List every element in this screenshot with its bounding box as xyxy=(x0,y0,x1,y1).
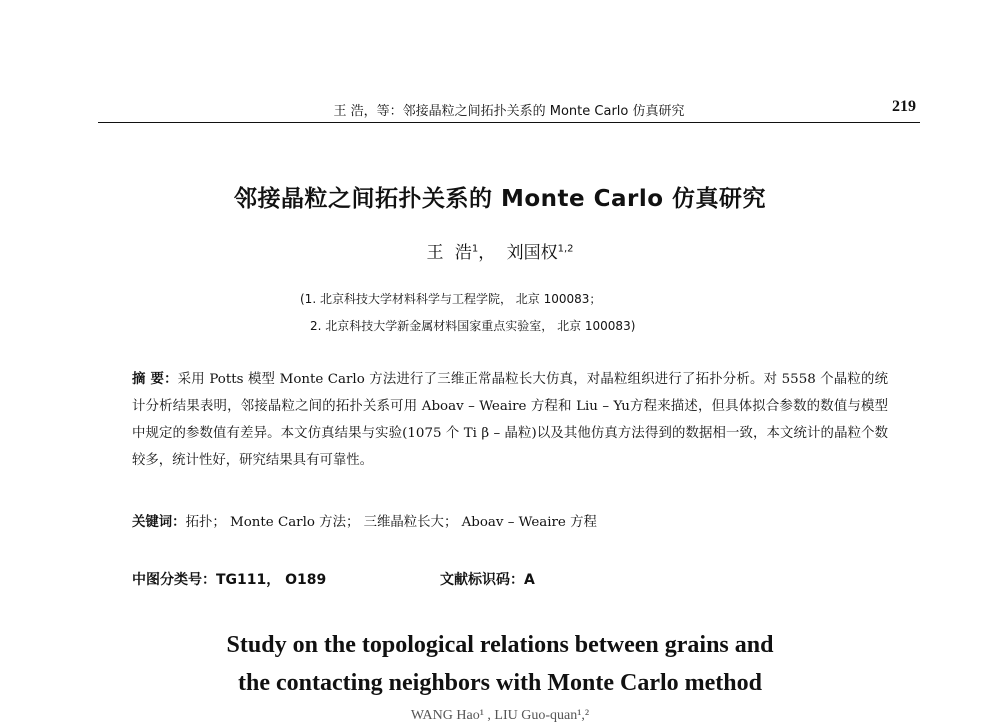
author-name: 刘国权 xyxy=(506,243,558,263)
affiliation-2: 2. 北京科技大学新金属材料国家重点实验室， 北京 100083) xyxy=(310,319,636,333)
author-separator: ， xyxy=(478,243,496,263)
author-affiliation-mark: 1 xyxy=(471,243,479,255)
running-header xyxy=(98,96,920,123)
classification-number xyxy=(132,569,326,589)
abstract xyxy=(132,366,888,474)
english-title-line-2: the contacting neighbors with Monte Carlo method xyxy=(238,670,762,696)
document-code-value: A xyxy=(524,572,535,588)
author-affiliation-mark: 1,2 xyxy=(557,243,574,255)
abstract-label: 摘 要： xyxy=(132,372,178,387)
affiliation-1: (1. 北京科技大学材料科学与工程学院， 北京 100083； xyxy=(300,292,602,306)
running-title: 王 浩，等：邻接晶粒之间拓扑关系的 Monte Carlo 仿真研究 xyxy=(333,104,685,119)
document-code-label: 文献标识码： xyxy=(440,572,524,588)
author-name: 王 浩 xyxy=(426,243,472,263)
keywords xyxy=(132,511,597,530)
abstract-text: 采用 Potts 模型 Monte Carlo 方法进行了三维正常晶粒长大仿真，对晶粒组织进行了拓扑分析。对 5558 个晶粒的统计分析结果表明，邻接晶粒之间的拓扑关系可用 Aboav – Weaire 方程和 Liu – Yu方程来描述，但具体拟合参数的数值与模型中规定的参数值有差异。本文仿真结果与实验(1075 个 Ti β – 晶粒)以及其他仿真方法得到的数据相一致，本文统计的晶粒个数较多，统计性好，研究结果具有可靠性。 xyxy=(132,372,888,468)
keywords-text: 拓扑； Monte Carlo 方法； 三维晶粒长大； Aboav – Weaire 方程 xyxy=(185,515,597,530)
page-number: 219 xyxy=(892,98,916,115)
author-list xyxy=(0,238,1000,263)
english-title-line-1: Study on the topological relations between grains and xyxy=(226,632,774,658)
document-code xyxy=(440,569,535,589)
keywords-label: 关键词： xyxy=(132,515,186,530)
english-authors: WANG Hao¹ , LIU Guo-quan¹,² xyxy=(410,708,590,723)
classification-value: TG111， O189 xyxy=(216,572,327,588)
paper-title: 邻接晶粒之间拓扑关系的 Monte Carlo 仿真研究 xyxy=(233,186,767,212)
classification-label: 中图分类号： xyxy=(132,572,216,588)
